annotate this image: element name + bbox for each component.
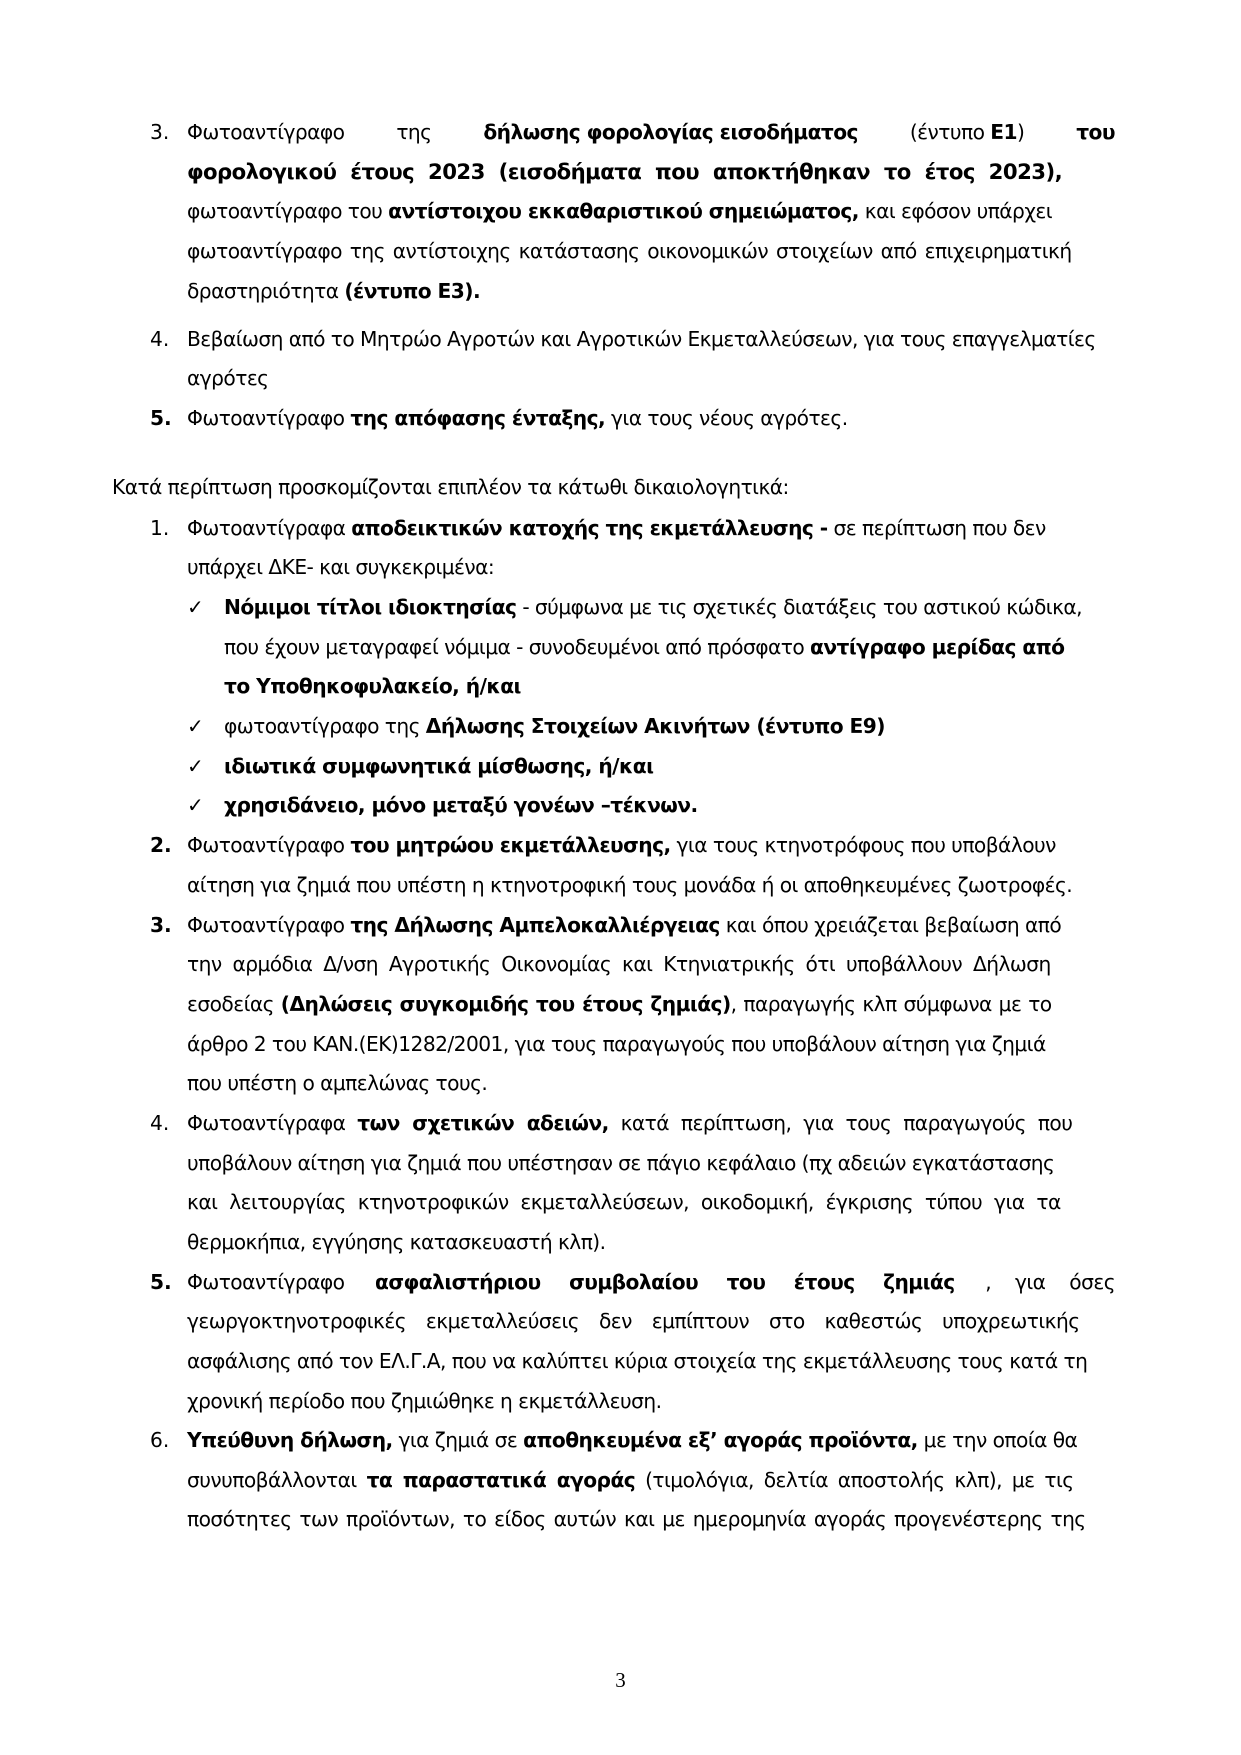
list-marker: 2. bbox=[150, 833, 172, 857]
text-run: - σύμφωνα με τις σχετικές διατάξεις του αστικού κώδικα, bbox=[516, 595, 1083, 619]
text-run-bold: τα παραστατικά αγοράς bbox=[366, 1468, 636, 1492]
text-run: κατά περίπτωση, για τους παραγωγούς που bbox=[608, 1111, 1073, 1135]
text-run: χρονική περίοδο που ζημιώθηκε η εκμετάλλευση. bbox=[187, 1389, 662, 1413]
text-run-bold: χρησιδάνειο, μόνο μεταξύ γονέων –τέκνων. bbox=[224, 793, 698, 817]
text-run: αγρότες bbox=[187, 366, 269, 390]
checkmark-icon: ✓ bbox=[187, 754, 204, 778]
text-run: συνυποβάλλονται bbox=[187, 1468, 367, 1492]
text-line bbox=[224, 672, 521, 700]
text-run: εσοδείας bbox=[187, 992, 281, 1016]
text-line bbox=[187, 1387, 662, 1415]
text-line bbox=[187, 553, 494, 581]
text-line bbox=[187, 1307, 1080, 1335]
text-line bbox=[187, 1149, 1054, 1177]
text-line bbox=[224, 712, 885, 740]
text-run: (έντυπο bbox=[909, 120, 985, 144]
text-run: Φωτοαντίγραφα bbox=[187, 516, 352, 540]
text-run: που υπέστη ο αμπελώνας τους. bbox=[187, 1071, 488, 1095]
text-run-bold: Υπεύθυνη δήλωση, bbox=[187, 1428, 393, 1452]
text-run-bold: αντίστοιχου εκκαθαριστικού σημειώματος, bbox=[388, 199, 859, 223]
text-run: ) bbox=[1017, 120, 1025, 144]
text-run-bold: του μητρώου εκμετάλλευσης, bbox=[350, 833, 671, 857]
text-run: (τιμολόγια, δελτία αποστολής κλπ), με τις bbox=[635, 1468, 1074, 1492]
text-line bbox=[187, 1466, 1074, 1494]
list-marker: 3. bbox=[150, 120, 170, 144]
text-run: Φωτοαντίγραφα bbox=[187, 1111, 358, 1135]
checkmark-icon: ✓ bbox=[187, 714, 204, 738]
text-run-bold: του bbox=[1076, 120, 1115, 144]
text-run: υποβάλουν αίτηση για ζημιά που υπέστησαν σε πάγιο κεφάλαιο (πχ αδειών εγκατάστασης bbox=[187, 1151, 1055, 1175]
text-run: υπάρχει ΔΚΕ- και συγκεκριμένα: bbox=[187, 555, 495, 579]
text-line bbox=[187, 1228, 606, 1256]
list-marker: 4. bbox=[150, 327, 170, 351]
text-run: Φωτοαντίγραφο bbox=[187, 120, 345, 144]
text-line bbox=[187, 514, 1115, 542]
text-run-bold: της Δήλωσης Αμπελοκαλλιέργειας bbox=[350, 913, 720, 937]
text-line bbox=[224, 593, 1082, 621]
text-line bbox=[187, 118, 1115, 146]
text-run: που έχουν μεταγραφεί νόμιμα - συνοδευμένοι από πρόσφατο bbox=[224, 635, 811, 659]
list-marker: 5. bbox=[150, 1270, 172, 1294]
text-run-bold: ασφαλιστήριου συμβολαίου του έτους ζημιάς bbox=[375, 1270, 955, 1294]
text-run-bold: δήλωσης φορολογίας εισοδήματος bbox=[483, 120, 858, 144]
text-line bbox=[187, 1268, 1115, 1296]
text-line bbox=[224, 791, 698, 819]
text-run-bold: Δήλωσης Στοιχείων Ακινήτων (έντυπο Ε9) bbox=[425, 714, 885, 738]
text-run: και εφόσον υπάρχει bbox=[858, 199, 1053, 223]
text-run: δραστηριότητα bbox=[187, 279, 345, 303]
text-line bbox=[187, 1188, 1061, 1216]
text-line bbox=[187, 364, 268, 392]
intro-paragraph: Κατά περίπτωση προσκομίζονται επιπλέον τα κάτωθι δικαιολογητικά: bbox=[112, 475, 789, 499]
text-run-bold: (Δηλώσεις συγκομιδής του έτους ζημιάς) bbox=[280, 992, 731, 1016]
text-line bbox=[187, 277, 480, 305]
text-run: Φωτοαντίγραφο bbox=[187, 913, 351, 937]
text-run-bold: της απόφασης ένταξης, bbox=[350, 406, 606, 430]
list-marker: 4. bbox=[150, 1111, 170, 1135]
text-run: για ζημιά σε bbox=[392, 1428, 524, 1452]
checkmark-icon: ✓ bbox=[187, 793, 204, 817]
text-run: και λειτουργίας κτηνοτροφικών εκμεταλλεύσεων, οικοδομική, έγκρισης τύπου για τα bbox=[187, 1190, 1061, 1214]
list-marker: 1. bbox=[150, 516, 170, 540]
text-run-bold: ιδιωτικά συμφωνητικά μίσθωσης, ή/και bbox=[224, 754, 654, 778]
text-line bbox=[187, 1109, 1072, 1137]
page-number: 3 bbox=[615, 1668, 626, 1692]
text-run: σε περίπτωση που δεν bbox=[827, 516, 1046, 540]
text-run-bold: Νόμιμοι τίτλοι ιδιοκτησίας bbox=[224, 595, 517, 619]
text-line bbox=[187, 1069, 487, 1097]
text-run: , παραγωγής κλπ σύμφωνα με το bbox=[730, 992, 1052, 1016]
text-run: φωτοαντίγραφο του bbox=[187, 199, 389, 223]
text-line bbox=[187, 831, 1056, 859]
text-run: θερμοκήπια, εγγύησης κατασκευαστή κλπ). bbox=[187, 1230, 606, 1254]
text-run-bold: αποθηκευμένα εξ’ αγοράς προϊόντα, bbox=[523, 1428, 918, 1452]
text-line bbox=[187, 404, 848, 432]
text-run-bold: φορολογικού έτους 2023 (εισοδήματα που αποκτήθηκαν το έτος 2023), bbox=[187, 159, 1063, 184]
text-line bbox=[187, 197, 1052, 225]
text-run-bold: (έντυπο Ε3). bbox=[344, 279, 481, 303]
text-line bbox=[187, 871, 1072, 899]
text-run: με την οποία θα bbox=[917, 1428, 1078, 1452]
text-run: , για όσες bbox=[985, 1270, 1115, 1294]
text-run: και όπου χρειάζεται βεβαίωση από bbox=[719, 913, 1062, 937]
text-line bbox=[187, 158, 1115, 186]
text-line bbox=[224, 633, 1064, 661]
text-run: φωτοαντίγραφο της αντίστοιχης κατάστασης οικονομικών στοιχείων από επιχειρηματική bbox=[187, 239, 1072, 263]
text-run: ποσότητες των προϊόντων, το είδος αυτών και με ημερομηνία αγοράς προγενέστερης της bbox=[187, 1507, 1086, 1531]
list-marker: 3. bbox=[150, 913, 172, 937]
text-line bbox=[224, 752, 653, 780]
checkmark-icon: ✓ bbox=[187, 595, 204, 619]
text-line bbox=[187, 325, 1096, 353]
text-line bbox=[187, 1505, 1086, 1533]
text-run: άρθρο 2 του ΚΑΝ.(ΕΚ)1282/2001, για τους παραγωγούς που υποβάλουν αίτηση για ζημιά bbox=[187, 1032, 1046, 1056]
text-run: Φωτοαντίγραφο bbox=[187, 406, 351, 430]
text-run bbox=[910, 118, 1025, 146]
text-run-bold: Ε1 bbox=[990, 120, 1018, 144]
text-run: την αρμόδια Δ/νση Αγροτικής Οικονομίας και Κτηνιατρικής ότι υποβάλλουν Δήλωση bbox=[187, 952, 1051, 976]
list-marker: 6. bbox=[150, 1428, 170, 1452]
text-run: ασφάλισης από τον ΕΛ.Γ.Α, που να καλύπτει κύρια στοιχεία της εκμετάλλευσης τους κατά τη bbox=[187, 1349, 1088, 1373]
text-line bbox=[187, 1426, 1077, 1454]
text-run-bold: το Υποθηκοφυλακείο, ή/και bbox=[224, 674, 521, 698]
text-run: γεωργοκτηνοτροφικές εκμεταλλεύσεις δεν εμπίπτουν στο καθεστώς υποχρεωτικής bbox=[187, 1309, 1080, 1333]
text-run: Φωτοαντίγραφο bbox=[187, 1270, 345, 1294]
text-line bbox=[187, 1030, 1046, 1058]
text-line bbox=[187, 237, 1072, 265]
text-run: Βεβαίωση από το Μητρώο Αγροτών και Αγροτικών Εκμεταλλεύσεων, για τους επαγγελματίες bbox=[187, 327, 1096, 351]
text-line bbox=[187, 990, 1052, 1018]
text-line bbox=[187, 1347, 1087, 1375]
text-line bbox=[187, 950, 1051, 978]
text-run: για τους νέους αγρότες. bbox=[605, 406, 848, 430]
text-run-bold: των σχετικών αδειών, bbox=[357, 1111, 609, 1135]
text-run: της bbox=[396, 120, 432, 144]
text-run: Φωτοαντίγραφο bbox=[187, 833, 351, 857]
text-run-bold: αντίγραφο μερίδας από bbox=[810, 635, 1065, 659]
text-run-bold: αποδεικτικών κατοχής της εκμετάλλευσης - bbox=[351, 516, 828, 540]
text-run: για τους κτηνοτρόφους που υποβάλουν bbox=[670, 833, 1056, 857]
text-run: αίτηση για ζημιά που υπέστη η κτηνοτροφική τους μονάδα ή οι αποθηκευμένες ζωοτροφές. bbox=[187, 873, 1073, 897]
text-line bbox=[187, 911, 1061, 939]
list-marker: 5. bbox=[150, 406, 172, 430]
text-run: φωτοαντίγραφο της bbox=[224, 714, 426, 738]
